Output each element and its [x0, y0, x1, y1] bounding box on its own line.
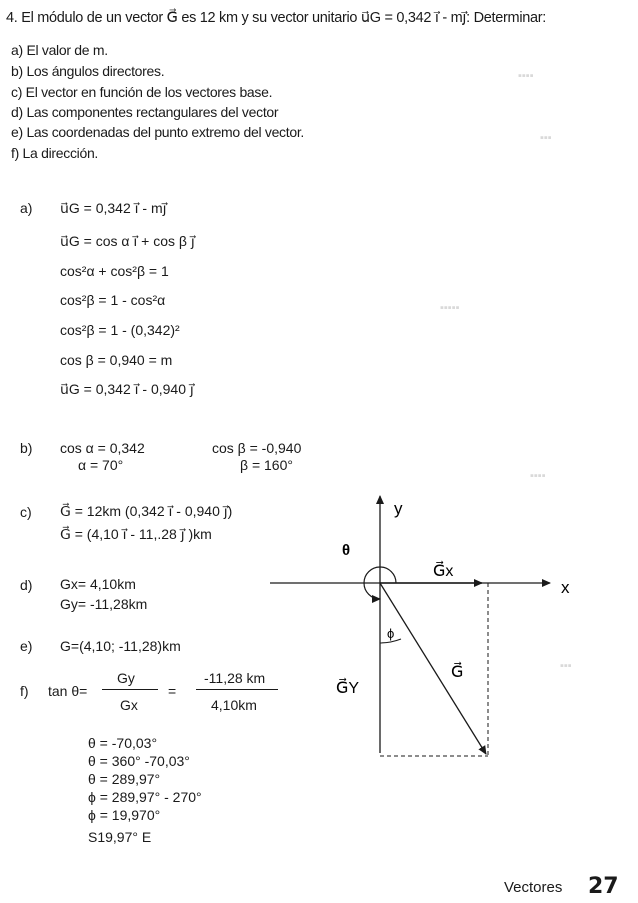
- x-axis-label: x: [561, 578, 570, 597]
- item-a: a) El valor de m.: [11, 42, 108, 58]
- part-a-line-4: cos²β = 1 - cos²α: [60, 292, 166, 308]
- part-a-line-1: u⃗G = 0,342 i⃗ - mj⃗: [60, 200, 167, 216]
- problem-statement: 4. El módulo de un vector G⃗ es 12 km y su vector unitario u⃗G = 0,342 i⃗ - mj⃗: Determinar:: [6, 10, 547, 26]
- part-f-step-3: θ = 289,97°: [88, 771, 161, 787]
- fraction-2-denominator: 4,10km: [211, 697, 257, 713]
- item-f: f) La dirección.: [11, 145, 99, 161]
- part-d-gy: Gy= -11,28km: [60, 596, 148, 612]
- gy-label: G⃗Y: [336, 680, 360, 697]
- part-f-label: f): [20, 683, 29, 699]
- part-b-beta: β = 160°: [240, 457, 293, 473]
- bleed-through-mark: ▪▪▪▪▪: [440, 302, 460, 314]
- part-a-line-6: cos β = 0,940 = m: [60, 352, 173, 368]
- part-d-gx: Gx= 4,10km: [60, 576, 136, 592]
- bleed-through-mark: ▪▪▪: [540, 132, 552, 144]
- fraction-1-bar: [102, 689, 158, 690]
- part-b-label: b): [20, 440, 33, 456]
- fraction-2-numerator: -11,28 km: [204, 670, 266, 686]
- part-a-line-3: cos²α + cos²β = 1: [60, 263, 169, 279]
- part-e-coordinates: G=(4,10; -11,28)km: [60, 638, 181, 654]
- part-e-label: e): [20, 638, 33, 654]
- footer-section-label: Vectores: [504, 879, 563, 896]
- item-b: b) Los ángulos directores.: [11, 63, 165, 79]
- item-c: c) El vector en función de los vectores base.: [11, 84, 273, 100]
- part-f-step-2: θ = 360° -70,03°: [88, 753, 190, 769]
- y-axis-label: y: [394, 499, 403, 518]
- fraction-2-bar: [196, 689, 278, 690]
- part-f-direction: S19,97° E: [88, 829, 152, 845]
- part-a-line-7: u⃗G = 0,342 i⃗ - 0,940 j⃗: [60, 381, 194, 397]
- g-vector: [380, 583, 486, 754]
- phi-label: ϕ: [387, 626, 395, 641]
- part-b-cos-beta: cos β = -0,940: [212, 440, 302, 456]
- bleed-through-mark: ▪▪▪▪: [530, 470, 546, 482]
- part-f-step-4: ϕ = 289,97° - 270°: [88, 789, 202, 805]
- item-d: d) Las componentes rectangulares del vector: [11, 104, 279, 120]
- gx-label: G⃗x: [433, 563, 454, 580]
- vector-diagram: [270, 478, 600, 788]
- part-c-label: c): [20, 504, 32, 520]
- part-a-line-5: cos²β = 1 - (0,342)²: [60, 322, 180, 338]
- g-label: G⃗: [451, 664, 464, 681]
- part-f-step-1: θ = -70,03°: [88, 735, 158, 751]
- part-d-label: d): [20, 577, 33, 593]
- page-number: 27: [588, 874, 619, 899]
- fraction-1-denominator: Gx: [120, 697, 138, 713]
- fraction-1-numerator: Gy: [117, 670, 135, 686]
- equals-sign: =: [168, 683, 177, 699]
- item-e: e) Las coordenadas del punto extremo del vector.: [11, 124, 305, 140]
- bleed-through-mark: ▪▪▪▪: [518, 70, 534, 82]
- tan-theta-lhs: tan θ=: [48, 683, 88, 699]
- part-f-step-5: ϕ = 19,970°: [88, 807, 161, 823]
- part-c-line-2: G⃗ = (4,10 i⃗ - 11,.28 j⃗ )km: [60, 526, 212, 542]
- part-b-cos-alpha: cos α = 0,342: [60, 440, 145, 456]
- part-a-label: a): [20, 200, 33, 216]
- part-b-alpha: α = 70°: [78, 457, 124, 473]
- part-a-line-2: u⃗G = cos α i⃗ + cos β j⃗: [60, 233, 195, 249]
- bleed-through-mark: ▪▪▪: [560, 660, 572, 672]
- part-c-line-1: G⃗ = 12km (0,342 i⃗ - 0,940 j⃗): [60, 503, 233, 519]
- theta-label: θ: [342, 542, 351, 559]
